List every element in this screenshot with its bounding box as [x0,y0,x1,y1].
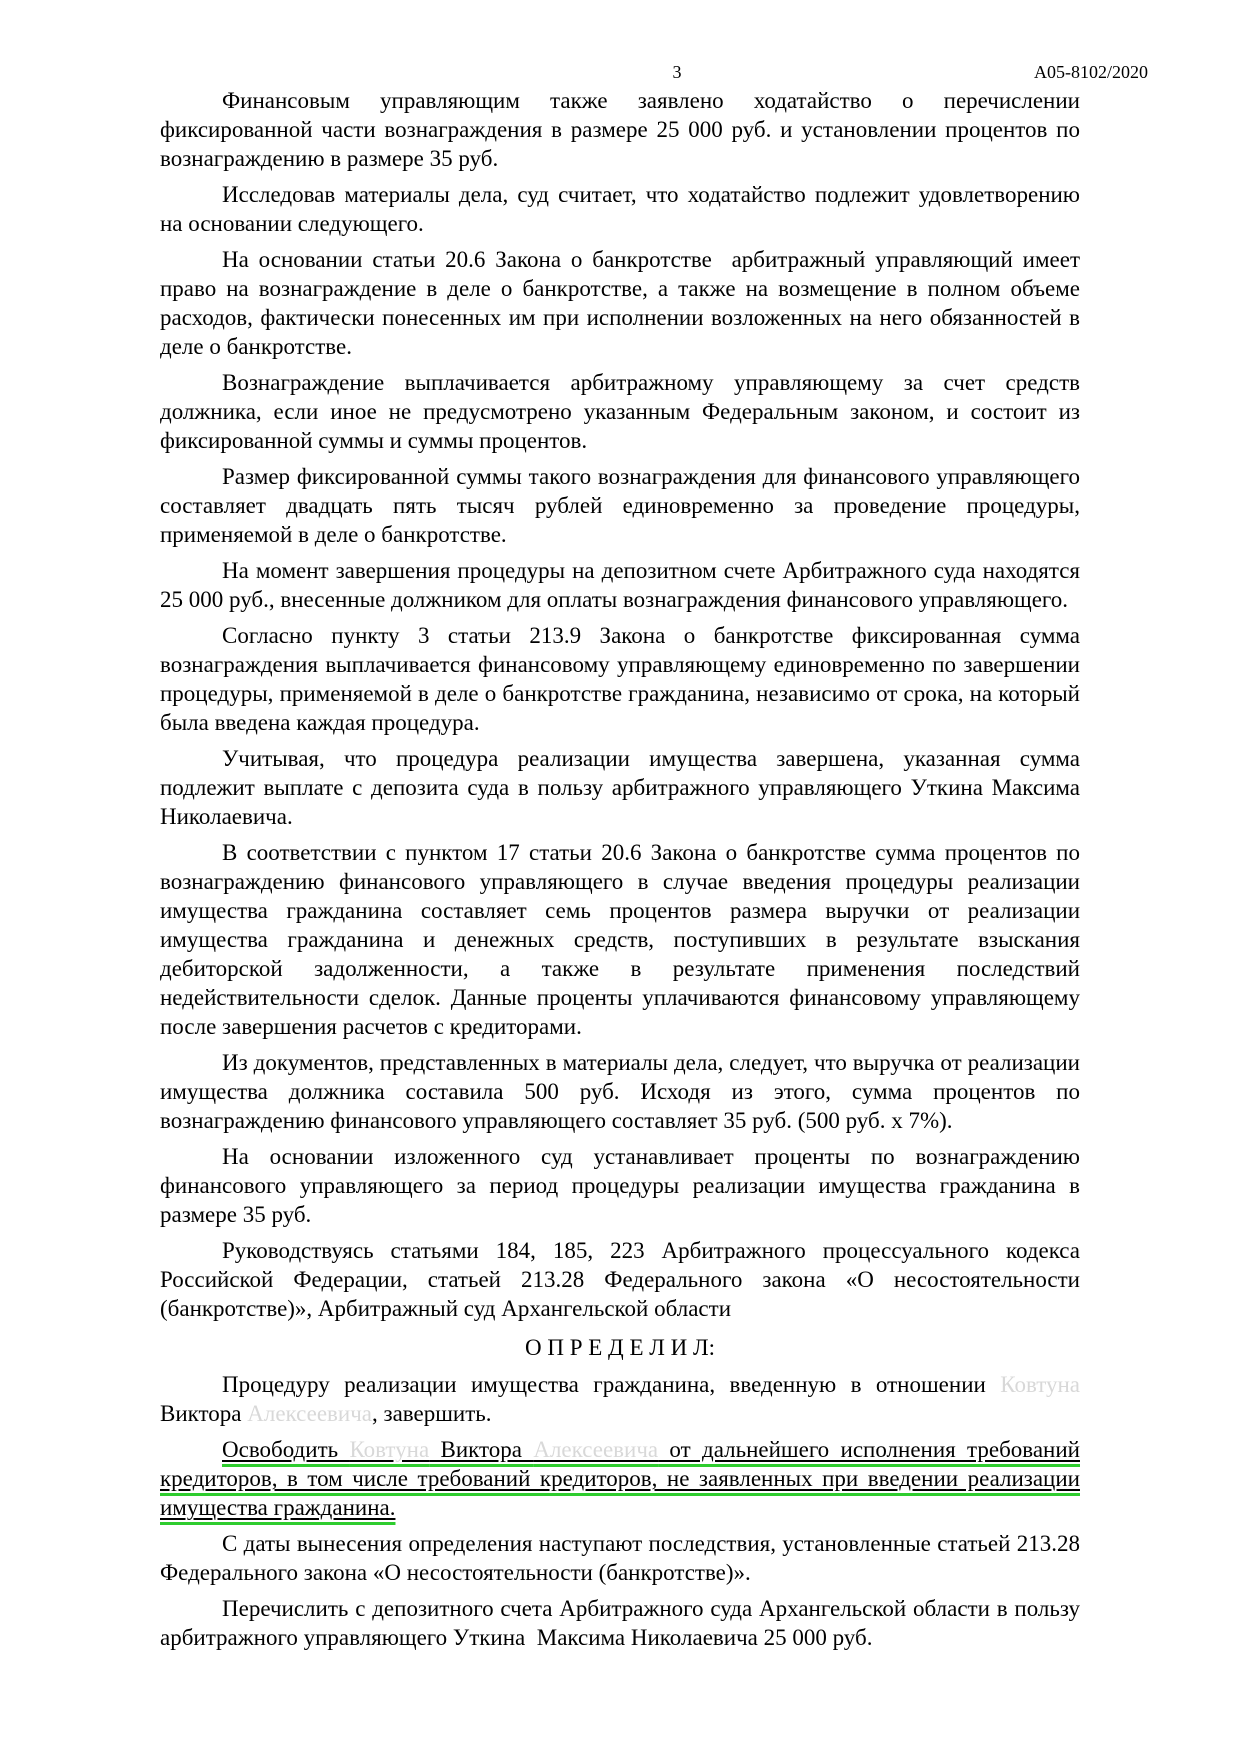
text-segment: Вознаграждение выплачивается арбитражному управляющему за счет средств должника, если иное не предусмотрено указанным Федеральным законом, и состоит из фиксированной суммы и суммы процентов. [160,370,1080,453]
para-transfer-deposit [160,1594,1080,1652]
para-remuneration-source [160,368,1080,455]
para-court-sets-interest [160,1142,1080,1229]
para-procedure-completed-payment [160,744,1080,831]
text-segment: Освободить [222,1437,350,1462]
para-guided-by-articles [160,1236,1080,1323]
para-motion-fixed-fee [160,86,1080,173]
text-segment: Учитывая, что процедура реализации имущества завершена, указанная сумма подлежит выплате с депозита суда в пользу арбитражного управляющего Уткина Максима Николаевича. [160,746,1080,829]
page-header [0,62,1241,88]
text-segment: Виктора [160,1401,248,1426]
text-segment: Из документов, представленных в материалы дела, следует, что выручка от реализации имущества должника составила 500 руб. Исходя из этого, сумма процентов по вознаграждению финансового управляющего составляет 35 руб. (500 руб. х 7%). [160,1050,1080,1133]
text-segment: Руководствуясь статьями 184, 185, 223 Арбитражного процессуального кодекса Российской Федерации, статьей 213.28 Федерального закона «О несостоятельности (банкротстве)», Арбитражный суд Архангельской области [160,1238,1080,1321]
text-segment: На момент завершения процедуры на депозитном счете Арбитражного суда находятся 25 000 руб., внесенные должником для оплаты вознаграждения финансового управляющего. [160,558,1080,612]
text-segment: В соответствии с пунктом 17 статьи 20.6 Закона о банкротстве сумма процентов по вознаграждению финансового управляющего в случае введения процедуры реализации имущества гражданина составляет семь процентов размера выручки от реализации имущества гражданина и денежных средств, поступивших в результате взыскания дебиторской задолженности, а также в результате применения последствий недействительности сделок. Данные проценты уплачиваются финансовому управляющему после завершения расчетов с кредиторами. [160,840,1080,1039]
redacted-text: Алексеевича [247,1401,372,1426]
para-deposit-balance [160,556,1080,614]
para-fixed-sum-amount [160,462,1080,549]
text-segment: Виктора [429,1437,534,1462]
para-consequences [160,1529,1080,1587]
text-segment: Процедуру реализации имущества гражданина, введенную в отношении [222,1372,1001,1397]
text-segment: от дальнейшего исполнения требований кредиторов, в том числе требований кредиторов, не заявленных при введении реализации имущества гражданина. [160,1437,1080,1520]
redacted-text: Алексеевича [533,1437,659,1462]
text-segment: О П Р Е Д Е Л И Л: [525,1335,715,1360]
resolution-heading [160,1333,1080,1362]
text-segment: Исследовав материалы дела, суд считает, что ходатайство подлежит удовлетворению на основании следующего. [160,182,1080,236]
page-number: 3 [672,62,682,82]
text-segment: На основании статьи 20.6 Закона о банкротстве арбитражный управляющий имеет право на вознаграждение в деле о банкротстве, а также на возмещение в полном объеме расходов, фактически понесенных им при исполнении возложенных на него обязанностей в деле о банкротстве. [160,247,1080,359]
text-segment: Размер фиксированной суммы такого вознаграждения для финансового управляющего составляет двадцать пять тысяч рублей единовременно за проведение процедуры, применяемой в деле о банкротстве. [160,464,1080,547]
text-segment: С даты вынесения определения наступают последствия, установленные статьей 213.28 Федерального закона «О несостоятельности (банкротстве)». [160,1531,1080,1585]
text-segment: , завершить. [371,1401,492,1426]
redacted-text: Ковтуна [1000,1372,1080,1397]
para-article-206-basis [160,245,1080,361]
redacted-text: Ковтуна [349,1437,430,1462]
para-release-debtor [160,1435,1080,1522]
case-number: А05-8102/2020 [1034,62,1148,82]
text-segment: Перечислить с депозитного счета Арбитражного суда Архангельской области в пользу арбитражного управляющего Уткина Максима Николаевича 25 000 руб. [160,1596,1080,1650]
underline-green-wrap [160,1437,1080,1520]
document-body [160,86,1080,1659]
underline-black-wrap [160,1437,1080,1520]
text-segment: Согласно пункту 3 статьи 213.9 Закона о банкротстве фиксированная сумма вознаграждения выплачивается финансовому управляющему единовременно по завершении процедуры, применяемой в деле о банкротстве гражданина, независимо от срока, на который была введена каждая процедура. [160,623,1080,735]
para-article-2139-clause3 [160,621,1080,737]
para-complete-procedure [160,1370,1080,1428]
para-proceeds-500-rub [160,1048,1080,1135]
text-segment: На основании изложенного суд устанавливает проценты по вознаграждению финансового управляющего за период процедуры реализации имущества гражданина в размере 35 руб. [160,1144,1080,1227]
para-court-considers [160,180,1080,238]
para-article-206-clause17 [160,838,1080,1041]
text-segment: Финансовым управляющим также заявлено ходатайство о перечислении фиксированной части вознаграждения в размере 25 000 руб. и установлении процентов по вознаграждению в размере 35 руб. [160,88,1080,171]
